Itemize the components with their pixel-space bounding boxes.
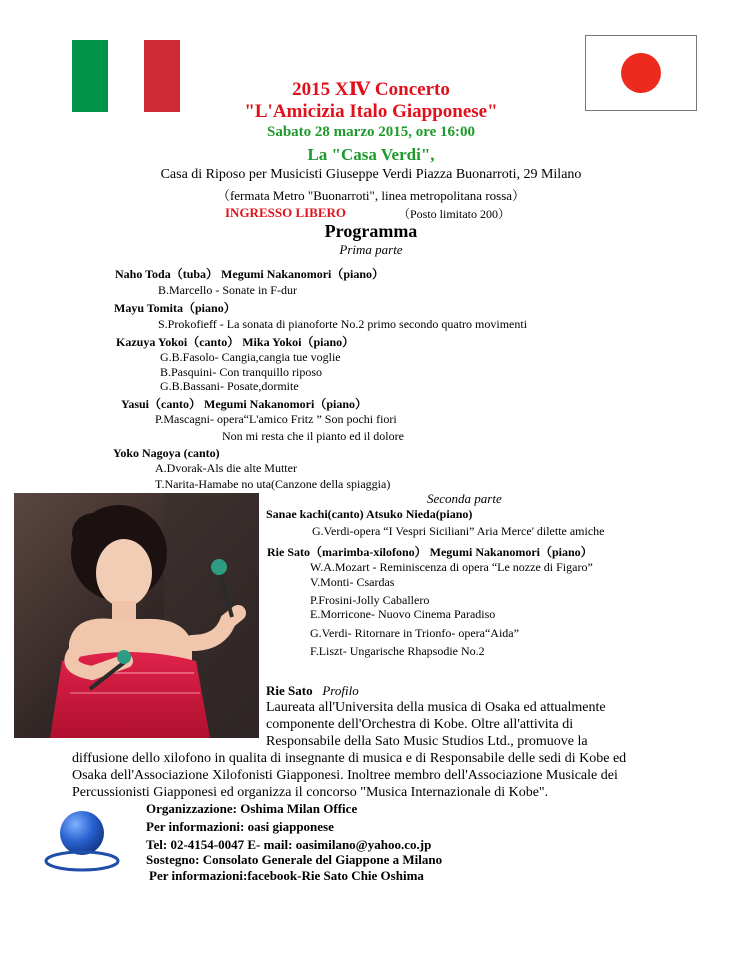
- facebook-line: Per informazioni:facebook-Rie Sato Chie Oshima: [149, 868, 424, 883]
- performer-line: Yoko Nagoya (canto): [113, 446, 220, 460]
- info-line: Per informazioni: oasi giapponese: [146, 819, 334, 834]
- piece-line: G.B.Fasolo- Cangia,cangia tue voglie: [160, 350, 341, 364]
- performer-line: Sanae kachi(canto) Atsuko Nieda(piano): [266, 507, 473, 521]
- part2-label: Seconda parte: [427, 491, 502, 506]
- profile-text-line: Responsabile della Sato Music Studios Ltd., promuove la: [266, 734, 588, 749]
- piece-line: F.Liszt- Ungarische Rhapsodie No.2: [310, 644, 485, 658]
- piece-line: E.Morricone- Nuovo Cinema Paradiso: [310, 607, 496, 621]
- performer-line: Mayu Tomita（piano）: [114, 301, 236, 315]
- profile-label: Profilo: [322, 683, 359, 698]
- piece-line: G.Verdi-opera “I Vespri Siciliani” Aria Merce' dilette amiche: [312, 524, 605, 538]
- piece-line: B.Pasquini- Con tranquillo riposo: [160, 365, 322, 379]
- piece-line: G.B.Bassani- Posate,dormite: [160, 379, 299, 393]
- metro-info: （fermata Metro "Buonarroti", linea metropolitana rossa）: [216, 188, 526, 203]
- profile-text-line: Laureata all'Universita della musica di Osaka ed attualmente: [266, 700, 606, 715]
- concert-subtitle: "L'Amicizia Italo Giapponese": [244, 101, 498, 122]
- performer-line: Yasui（canto） Megumi Nakanomori（piano）: [121, 397, 368, 411]
- contact-line: Tel: 02-4154-0047 E- mail: oasimilano@yahoo.co.jp: [146, 837, 432, 852]
- venue-address: Casa di Riposo per Musicisti Giuseppe Verdi Piazza Buonarroti, 29 Milano: [160, 167, 582, 182]
- profile-text-line: Percussionisti Giapponesi ed organizza il concorso "Musica Internazionale di Kobe".: [72, 785, 549, 800]
- profile-text-line: componente dell'Orchestra di Kobe. Oltre all'attivita di: [266, 717, 574, 732]
- piece-line: W.A.Mozart - Reminiscenza di opera “Le nozze di Figaro”: [310, 560, 593, 574]
- concert-title: 2015 XⅣ Concerto: [292, 79, 450, 100]
- organization-logo: [42, 805, 122, 877]
- performer-photo: [14, 493, 259, 738]
- concert-date: Sabato 28 marzo 2015, ore 16:00: [266, 124, 476, 140]
- organization-line: Organizzazione: Oshima Milan Office: [146, 801, 358, 816]
- marimba-player-illustration: [14, 493, 259, 738]
- piece-line: A.Dvorak-Als die alte Mutter: [155, 461, 297, 475]
- support-line: Sostegno: Consolato Generale del Giappone a Milano: [146, 852, 443, 867]
- globe-logo-icon: [42, 805, 122, 877]
- part1-label: Prima parte: [339, 242, 403, 257]
- piece-line: V.Monti- Csardas: [310, 575, 395, 589]
- profile-text-line: diffusione dello xilofono in qualita di insegnante di musica e di Responsabile delle sedi di Kobe ed: [72, 751, 627, 766]
- program-title: Programma: [324, 221, 418, 241]
- seat-limit: （Posto limitato 200）: [398, 207, 511, 221]
- piece-line: S.Prokofieff - La sonata di pianoforte No.2 primo secondo quatro movimenti: [158, 317, 528, 331]
- piece-line: P.Frosini-Jolly Caballero: [310, 593, 430, 607]
- performer-line: Kazuya Yokoi（canto） Mika Yokoi（piano）: [116, 335, 355, 349]
- profile-text-line: Osaka dell'Associazione Xilofonisti Giapponesi. Inoltree membro dell'Associazione Musicale dei: [72, 768, 618, 783]
- piece-line: B.Marcello - Sonate in F-dur: [158, 283, 297, 297]
- piece-line: Non mi resta che il pianto ed il dolore: [222, 429, 404, 443]
- piece-line: P.Mascagni- opera“L'amico Fritz ” Son pochi fiori: [155, 412, 397, 426]
- venue-name: La "Casa Verdi",: [307, 145, 435, 164]
- piece-line: G.Verdi- Ritornare in Trionfo- opera“Aida”: [310, 626, 519, 640]
- profile-name: Rie Sato: [266, 683, 313, 698]
- free-entry: INGRESSO LIBERO: [225, 205, 347, 220]
- performer-line: Naho Toda（tuba） Megumi Nakanomori（piano）: [115, 267, 385, 281]
- performer-line: Rie Sato（marimba-xilofono） Megumi Nakanomori（piano）: [267, 545, 593, 559]
- profile-heading: [266, 683, 359, 699]
- piece-line: T.Narita-Hamabe no uta(Canzone della spiaggia): [155, 477, 391, 491]
